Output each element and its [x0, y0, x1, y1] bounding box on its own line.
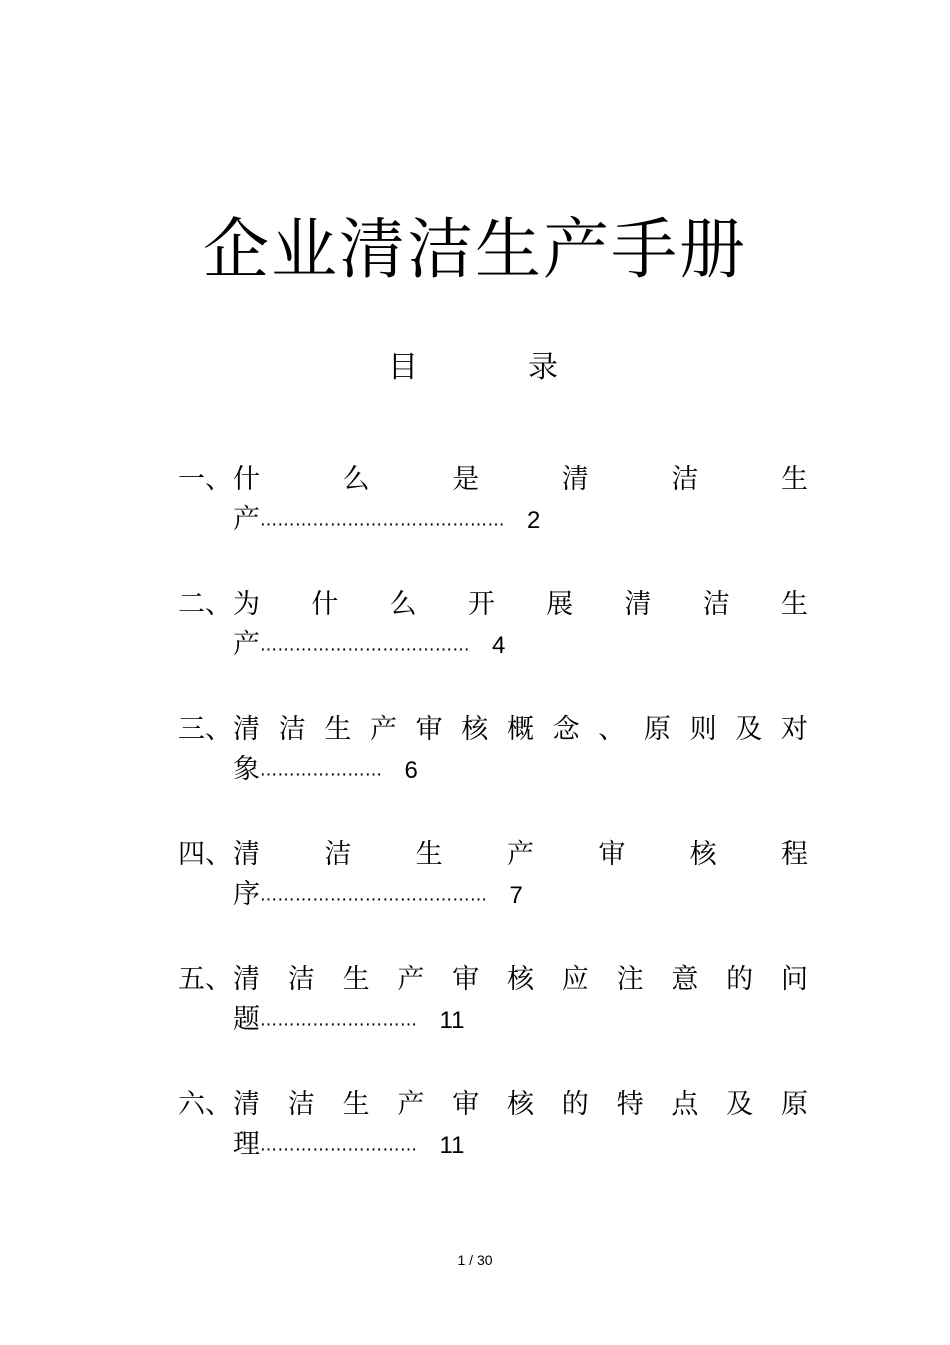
toc-entry-title-line: [233, 1085, 808, 1125]
toc-leader-dots: ………………………: [260, 1010, 418, 1031]
toc-leader-dots: …………………: [260, 760, 383, 781]
toc-entry[interactable]: [178, 1085, 808, 1175]
toc-entry-char: 生: [324, 714, 352, 745]
toc-entry-number: 五、: [178, 964, 232, 995]
toc-entry-char: 产: [397, 964, 425, 995]
toc-entry-char: 核: [689, 839, 717, 870]
toc-entry-char: 原: [643, 714, 671, 745]
toc-entry-char: 核: [461, 714, 489, 745]
toc-entry-char: 及: [726, 1089, 754, 1120]
toc-entry-number: 六、: [178, 1089, 232, 1120]
toc-entry-char: 什: [233, 464, 260, 495]
toc-entry-char: 特: [616, 1089, 644, 1120]
toc-entry[interactable]: [178, 460, 808, 550]
toc-entry-number: 一、: [178, 464, 232, 495]
toc-entry-char: 什: [311, 589, 339, 620]
toc-entry-char: 生: [780, 589, 808, 620]
toc-entry-char: 为: [233, 589, 260, 620]
toc-entry-last-char: 序: [233, 879, 260, 910]
toc-entry-char: 则: [689, 714, 717, 745]
toc-page-number: 7: [509, 882, 523, 909]
toc-entry-char: 展: [546, 589, 574, 620]
toc-entry-continuation: [233, 500, 540, 540]
toc-page-number: 4: [492, 632, 506, 659]
toc-page-number: 11: [439, 1007, 465, 1034]
toc-entry-char: 清: [233, 1089, 260, 1120]
toc-entry-char: 产: [369, 714, 397, 745]
toc-entry-continuation: [233, 1125, 464, 1165]
toc-entry-char: 注: [616, 964, 644, 995]
toc-entry-char: 的: [561, 1089, 589, 1120]
document-title: 企业清洁生产手册: [203, 211, 747, 288]
toc-entry-number: 二、: [178, 589, 232, 620]
toc-entry-continuation: [233, 1000, 464, 1040]
toc-entry-char: 开: [467, 589, 495, 620]
toc-leader-dots: ……………………………………: [260, 510, 505, 531]
toc-entry-char: 对: [780, 714, 808, 745]
page-number: 1 / 30: [457, 1252, 493, 1268]
toc-heading-char: 录: [528, 350, 558, 385]
toc-entry-char: 审: [598, 839, 626, 870]
toc-entry-char: 清: [561, 464, 589, 495]
toc-entry-char: 核: [506, 964, 534, 995]
toc-entry-title-line: [233, 960, 808, 1000]
toc-entry-char: 的: [726, 964, 754, 995]
toc-entry-char: 么: [389, 589, 417, 620]
toc-entry-char: 生: [342, 1089, 370, 1120]
toc-entry-title-line: [233, 585, 808, 625]
toc-entry[interactable]: [178, 835, 808, 925]
toc-leader-dots: …………………………………: [260, 885, 488, 906]
toc-heading-char: 目: [388, 350, 418, 385]
toc-heading: [0, 348, 950, 388]
toc-entry-title-line: [233, 710, 808, 750]
toc-entry-char: 是: [452, 464, 480, 495]
toc-entry-last-char: 象: [233, 754, 260, 785]
toc-entry-char: 生: [780, 464, 808, 495]
toc-entry-char: 及: [735, 714, 763, 745]
toc-entry-char: 念: [552, 714, 580, 745]
toc-entry[interactable]: [178, 585, 808, 675]
toc-entry-char: 清: [233, 964, 260, 995]
toc-entry-char: 洁: [287, 964, 315, 995]
toc-entry-char: 产: [506, 839, 534, 870]
toc-entry-char: 、: [598, 714, 626, 745]
toc-entry-char: 洁: [671, 464, 699, 495]
toc-entry[interactable]: [178, 710, 808, 800]
toc-page-number: 2: [527, 507, 541, 534]
toc-entry-last-char: 产: [233, 504, 260, 535]
toc-entry-char: 么: [342, 464, 370, 495]
toc-entry-char: 清: [233, 839, 260, 870]
toc-entry-char: 意: [671, 964, 699, 995]
toc-leader-dots: ………………………: [260, 1135, 418, 1156]
toc-entry-char: 审: [452, 1089, 480, 1120]
toc-entry-char: 概: [506, 714, 534, 745]
toc-entry-char: 清: [624, 589, 652, 620]
toc-entry-last-char: 题: [233, 1004, 260, 1035]
toc-entry-char: 点: [671, 1089, 699, 1120]
toc-entry-char: 洁: [287, 1089, 315, 1120]
toc-entry-char: 洁: [278, 714, 306, 745]
toc-entry-char: 洁: [324, 839, 352, 870]
toc-entry-char: 程: [780, 839, 808, 870]
toc-entry-continuation: [233, 875, 523, 915]
toc-entry-last-char: 理: [233, 1129, 260, 1160]
toc-entry-char: 应: [561, 964, 589, 995]
toc-leader-dots: ………………………………: [260, 635, 470, 656]
toc-entry-char: 审: [415, 714, 443, 745]
toc-entry-number: 四、: [178, 839, 232, 870]
toc-entry-continuation: [233, 625, 505, 665]
toc-entry-last-char: 产: [233, 629, 260, 660]
toc-entry-char: 生: [342, 964, 370, 995]
toc-entry-char: 审: [452, 964, 480, 995]
toc-entry-char: 生: [415, 839, 443, 870]
toc-page-number: 11: [439, 1132, 465, 1159]
toc-entry-char: 问: [780, 964, 808, 995]
toc-entry[interactable]: [178, 960, 808, 1050]
toc-entry-number: 三、: [178, 714, 232, 745]
toc-entry-char: 清: [233, 714, 260, 745]
toc-entry-char: 核: [506, 1089, 534, 1120]
toc-entry-char: 洁: [702, 589, 730, 620]
toc-entry-char: 产: [397, 1089, 425, 1120]
toc-entry-title-line: [233, 835, 808, 875]
toc-entry-char: 原: [780, 1089, 808, 1120]
toc-entry-continuation: [233, 750, 418, 790]
toc-page-number: 6: [404, 757, 418, 784]
toc-entry-title-line: [233, 460, 808, 500]
